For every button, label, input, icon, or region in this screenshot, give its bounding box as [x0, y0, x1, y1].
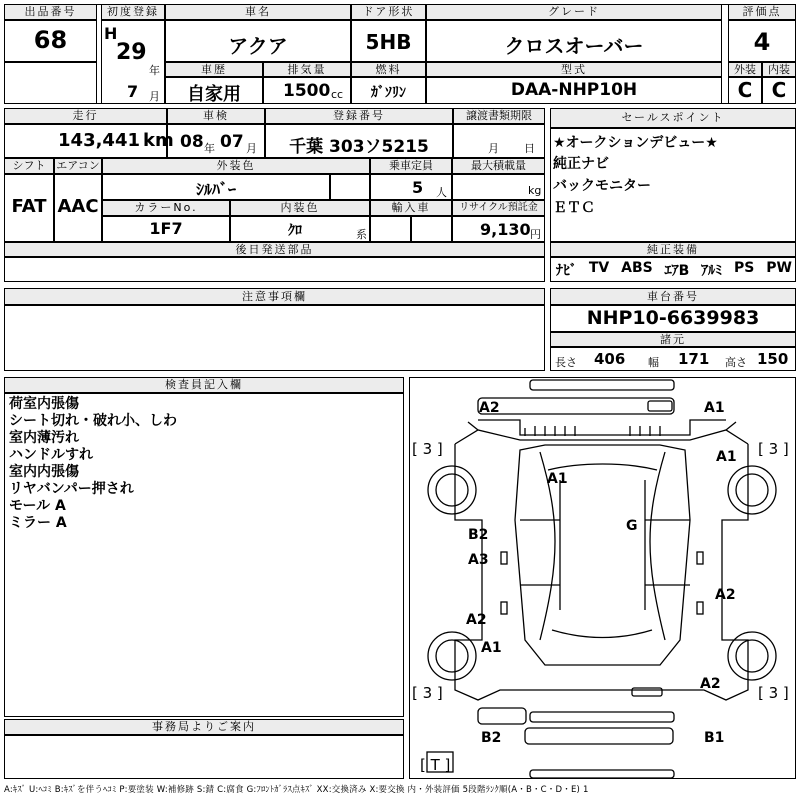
- inspector-header: 検査員記入欄: [4, 377, 404, 393]
- capacity-header: 乗車定員: [370, 158, 452, 174]
- displacement-header: 排気量: [263, 62, 351, 77]
- inspection-year: 08: [180, 132, 204, 152]
- damage-mark: A1: [716, 449, 737, 465]
- later-parts-cell: [4, 257, 545, 282]
- inspector-line: 荷室内張傷: [9, 396, 79, 412]
- grade-header: グレード: [426, 4, 722, 20]
- damage-mark: A2: [466, 612, 487, 628]
- inspector-lines: [9, 396, 177, 532]
- transfer-day-unit: 日: [524, 142, 535, 155]
- exterior-color-header: 外装色: [102, 158, 370, 174]
- inspector-line: リヤバンパー押され: [9, 481, 134, 497]
- office-box: [4, 735, 404, 779]
- damage-mark: A1: [547, 471, 568, 487]
- sales-point-line: ★オークションデビュー★: [553, 135, 718, 151]
- office-header: 事務局よりご案内: [4, 719, 404, 735]
- equipment-item: PW: [766, 260, 792, 276]
- mileage-value: 143,441: [58, 130, 140, 151]
- damage-mark: B1: [704, 730, 725, 746]
- inspector-line: シート切れ・破れ小、しわ: [9, 413, 177, 429]
- color-number-value: 1F7: [149, 219, 183, 238]
- equipment-item: ｴｱB: [664, 263, 690, 279]
- equipment-item: ABS: [621, 260, 653, 276]
- displacement-value: 1500: [283, 81, 331, 101]
- inspector-line: ミラー A: [9, 515, 67, 531]
- interior-value: C: [771, 78, 787, 102]
- dimensions-header: 諸元: [550, 332, 796, 347]
- score-value: 4: [753, 28, 771, 56]
- car-name-value: アクア: [228, 34, 288, 58]
- exterior-value: C: [737, 78, 753, 102]
- tire-tread-mark: [ 3 ]: [412, 684, 443, 702]
- grade-value: クロスオーバー: [504, 34, 644, 58]
- inspector-line: モール A: [9, 498, 66, 514]
- capacity-unit: 人: [436, 186, 447, 199]
- recycle-value: 9,130: [480, 220, 531, 239]
- length-value: 406: [594, 350, 626, 368]
- fuel-header: 燃料: [351, 62, 426, 77]
- width-label: 幅: [648, 356, 659, 369]
- equipment-header: 純正装備: [550, 242, 796, 257]
- aircon-value: AAC: [57, 196, 99, 217]
- inspector-line: ハンドルすれ: [9, 447, 93, 463]
- damage-mark: A3: [468, 552, 489, 568]
- aircon-header: エアコン: [54, 158, 102, 174]
- damage-mark: A2: [479, 400, 500, 416]
- notes-header: 注意事項欄: [4, 288, 545, 305]
- interior-header: 内装: [762, 62, 796, 77]
- registration-number-header: 登録番号: [265, 108, 453, 124]
- inspection-month: 07: [220, 132, 244, 152]
- equipment-item: ｱﾙﾐ: [701, 263, 723, 279]
- damage-mark: G: [626, 518, 638, 534]
- door-value: 5HB: [365, 30, 412, 54]
- exterior-color-extra: [330, 174, 370, 200]
- recycle-header: リサイクル預託金: [452, 200, 545, 216]
- equipment-item: PS: [734, 260, 755, 276]
- shift-value: FAT: [11, 196, 47, 217]
- exterior-header: 外装: [728, 62, 762, 77]
- width-value: 171: [678, 350, 710, 368]
- model-value: DAA-NHP10H: [510, 80, 638, 100]
- tire-tread-mark: [ 3 ]: [758, 684, 789, 702]
- lot-number-header: 出品番号: [4, 4, 97, 20]
- equipment-item: ﾅﾋﾞ: [556, 263, 577, 279]
- interior-color-value: ｸﾛ: [288, 223, 302, 239]
- sales-point-line: 純正ナビ: [553, 156, 609, 172]
- height-label: 高さ: [725, 356, 747, 369]
- color-number-header: カラーNo.: [102, 200, 230, 216]
- capacity-value: 5: [412, 178, 424, 197]
- import-header: 輸入車: [370, 200, 452, 216]
- year-unit: 年: [149, 64, 160, 77]
- import-cell: [370, 216, 411, 242]
- mileage-unit: km: [143, 130, 174, 151]
- tire-tread-mark: [ 3 ]: [412, 440, 443, 458]
- score-header: 評価点: [728, 4, 796, 20]
- history-header: 車歴: [165, 62, 263, 77]
- registration-month: 7: [127, 82, 139, 101]
- damage-mark: A1: [481, 640, 502, 656]
- inspector-line: 室内内張傷: [9, 464, 79, 480]
- length-label: 長さ: [555, 356, 577, 369]
- history-value: 自家用: [187, 84, 241, 105]
- equipment-list: [556, 260, 792, 280]
- inspection-month-unit: 月: [246, 142, 257, 155]
- later-parts-header: 後日発送部品: [4, 242, 545, 257]
- damage-mark: A2: [715, 587, 736, 603]
- registration-number-value: 千葉 303ソ5215: [289, 137, 429, 157]
- door-header: ドア形状: [351, 4, 426, 20]
- sales-point-line: ＥＴＣ: [553, 200, 595, 216]
- era-letter: H: [104, 24, 118, 43]
- first-registration-header: 初度登録: [101, 4, 165, 20]
- inspection-year-unit: 年: [204, 142, 215, 155]
- car-name-header: 車名: [165, 4, 351, 20]
- equipment-item: TV: [588, 260, 610, 276]
- damage-mark: A1: [704, 400, 725, 416]
- sales-point-header: セールスポイント: [550, 108, 796, 128]
- inspection-header: 車検: [167, 108, 265, 124]
- interior-color-header: 内装色: [230, 200, 370, 216]
- damage-mark: B2: [481, 730, 502, 746]
- transfer-month-unit: 月: [488, 142, 499, 155]
- chassis-header: 車台番号: [550, 288, 796, 305]
- damage-diagram-frame: [409, 377, 796, 779]
- interior-color-unit: 系: [356, 228, 367, 241]
- max-load-header: 最大積載量: [452, 158, 545, 174]
- lot-number-value: 68: [33, 26, 68, 54]
- model-header: 型式: [426, 62, 722, 77]
- fuel-value: ｶﾞｿﾘﾝ: [371, 85, 406, 101]
- transfer-deadline-header: 譲渡書類期限: [453, 108, 545, 124]
- chassis-number-value: NHP10-6639983: [586, 307, 760, 329]
- inspector-line: 室内薄汚れ: [9, 430, 79, 446]
- exterior-color-value: ｼﾙﾊﾞｰ: [195, 180, 236, 199]
- max-load-unit: kg: [528, 184, 542, 197]
- sales-point-line: バックモニター: [553, 178, 651, 194]
- height-value: 150: [757, 350, 789, 368]
- lot-number-blank: [4, 62, 97, 104]
- registration-year: 29: [116, 40, 147, 65]
- displacement-unit: cc: [331, 88, 344, 101]
- recycle-unit: 円: [530, 228, 541, 241]
- notes-box: [4, 305, 545, 371]
- damage-mark: A2: [700, 676, 721, 692]
- damage-mark: B2: [468, 527, 489, 543]
- spare-tire-mark: [ T ]: [420, 756, 451, 774]
- mileage-header: 走行: [4, 108, 167, 124]
- shift-header: シフト: [4, 158, 54, 174]
- tire-tread-mark: [ 3 ]: [758, 440, 789, 458]
- import-cell-2: [411, 216, 452, 242]
- month-unit: 月: [149, 90, 160, 103]
- legend-text: A:ｷｽﾞ U:ﾍｺﾐ B:ｷｽﾞを伴うﾍｺﾐ P:要塗装 W:補修跡 S:錆 C:腐食 G:ﾌﾛﾝﾄｶﾞﾗｽ点ｷｽﾞ XX:交換済み X:要交換 内・外装評価 5段階ﾗﾝｸ順(A・B・C・D・E) 1: [4, 785, 589, 795]
